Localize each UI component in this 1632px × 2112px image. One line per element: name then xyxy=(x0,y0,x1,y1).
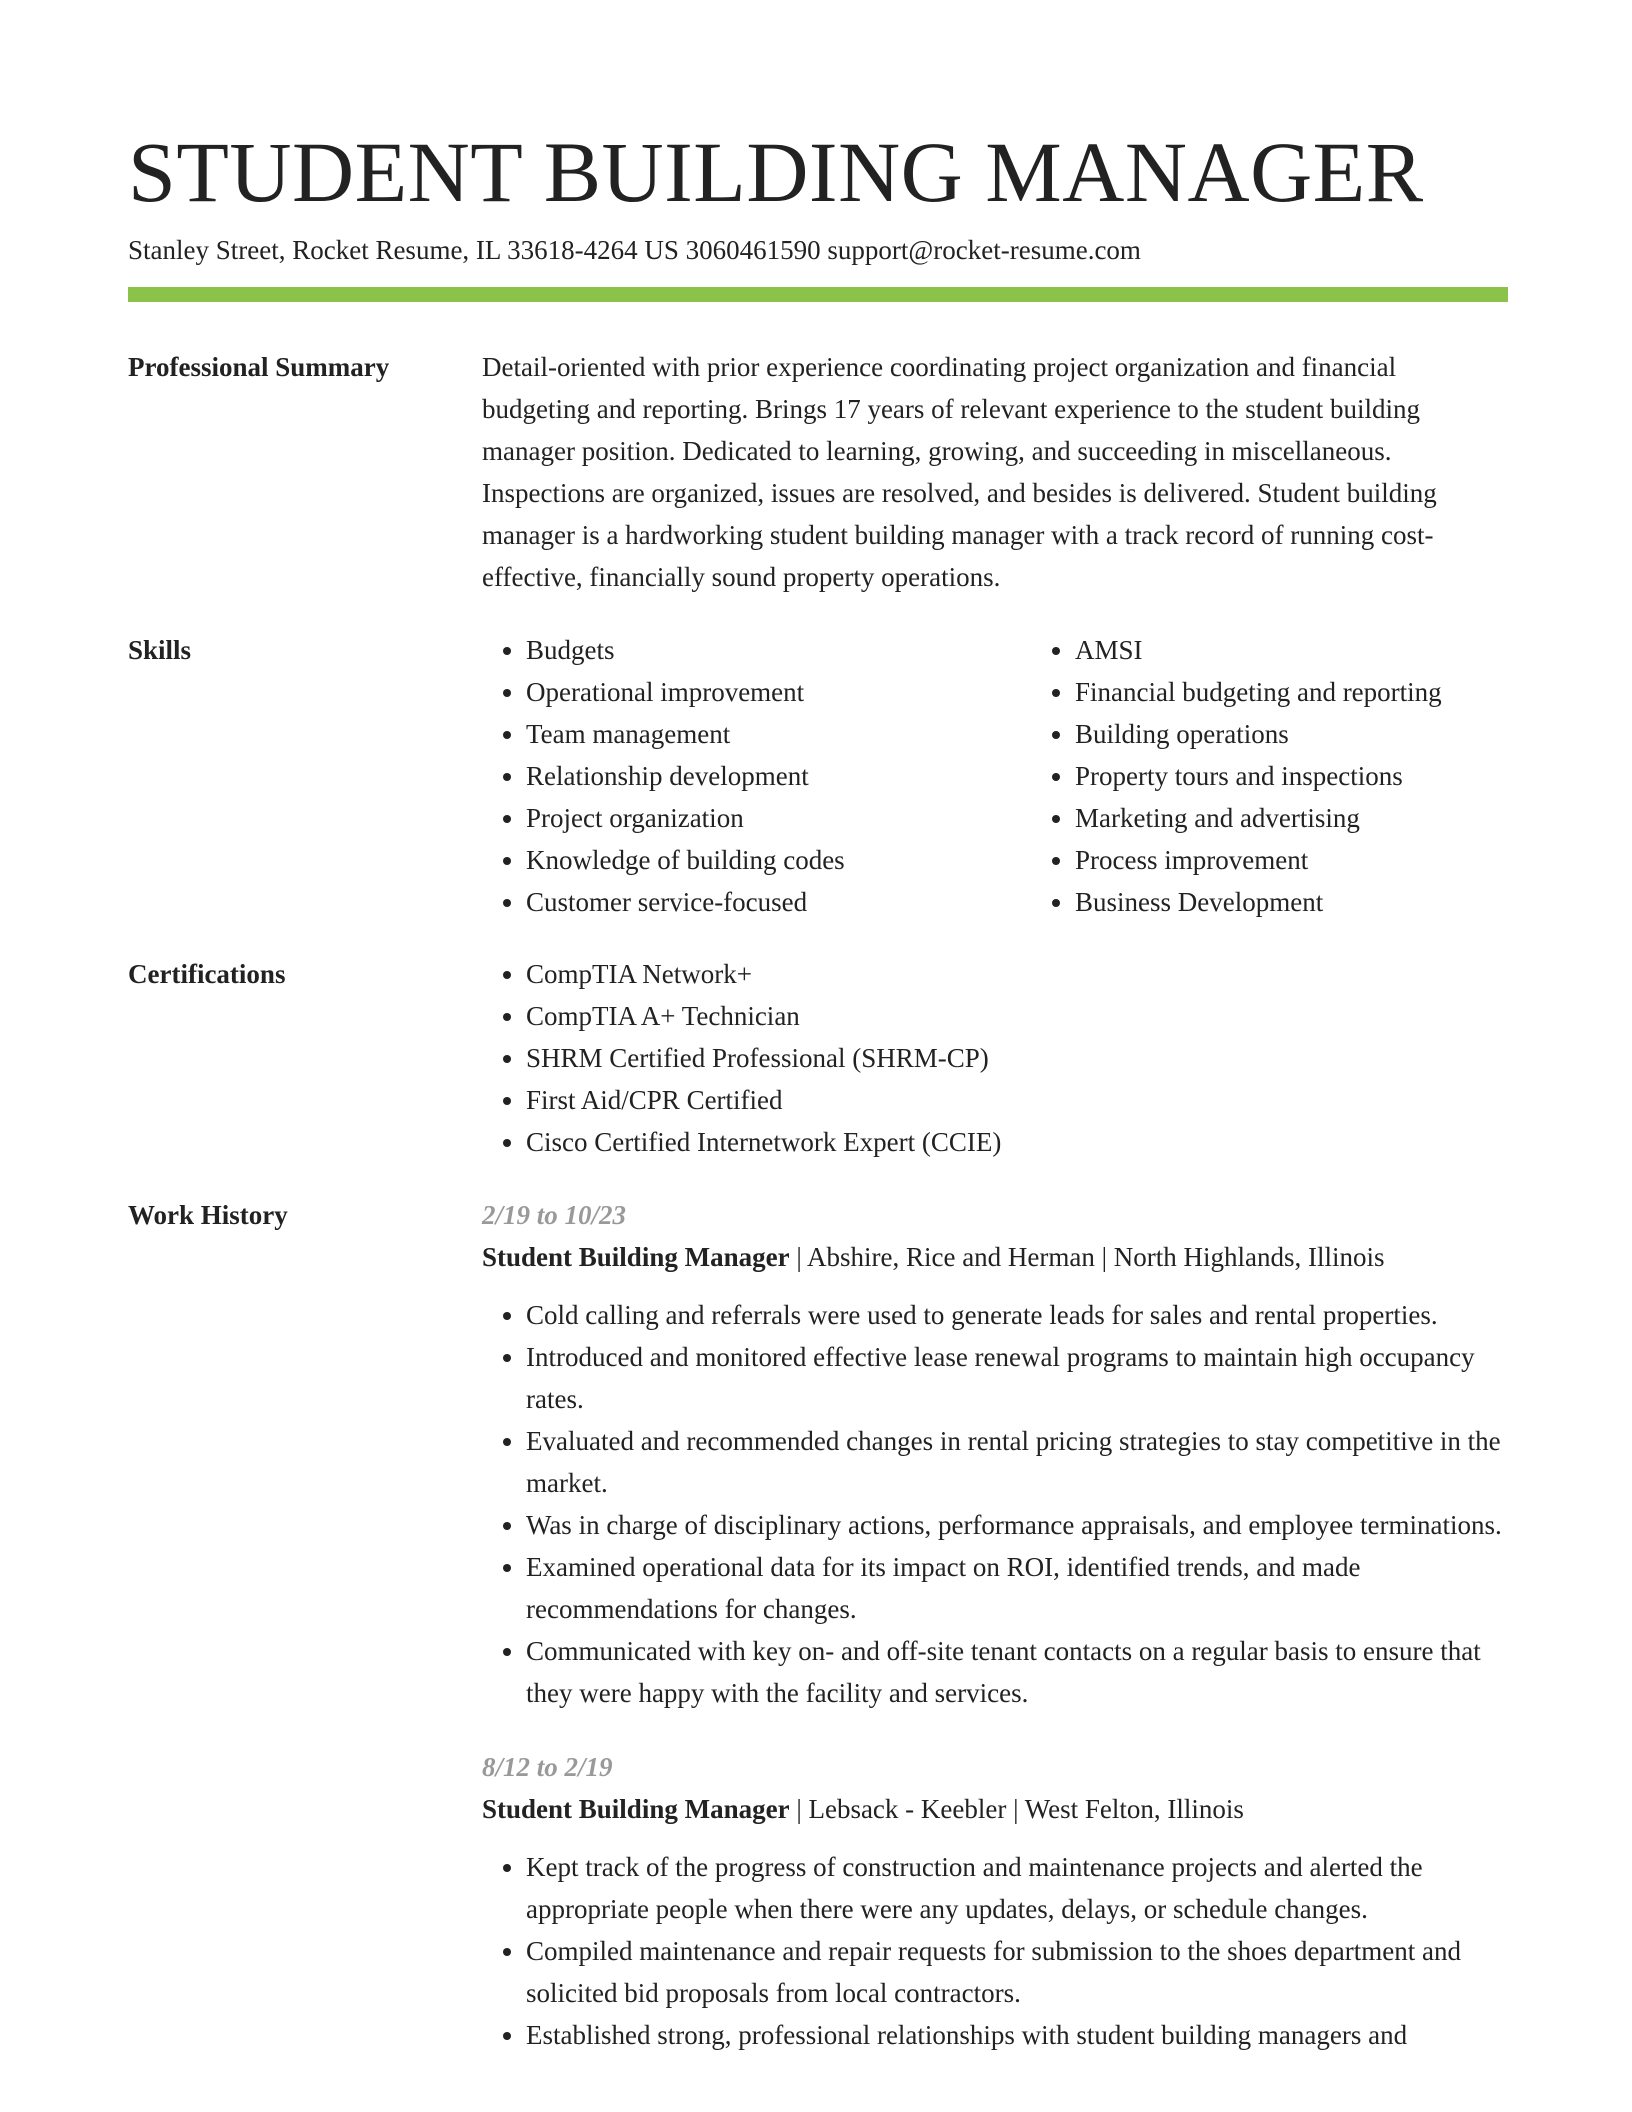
job-dates: 8/12 to 2/19 xyxy=(482,1752,613,1782)
work-history-body xyxy=(482,1194,1508,2056)
job-bullet: • Kept track of the progress of construction and maintenance projects and alerted the appropriate people when there were any updates, delays, or schedule changes. xyxy=(526,1846,1508,1930)
job-bullet: • Compiled maintenance and repair requests for submission to the shoes department and solicited bid proposals from local contractors. xyxy=(526,1930,1508,2014)
job-heading xyxy=(482,1236,1508,1278)
job-bullet: • Examined operational data for its impact on ROI, identified trends, and made recommendations for changes. xyxy=(526,1546,1508,1630)
summary-body xyxy=(482,346,1508,598)
skills-body xyxy=(482,629,1508,923)
skill-item: • Building operations xyxy=(1075,713,1580,755)
skill-item: • Financial budgeting and reporting xyxy=(1075,671,1580,713)
job-details: | Lebsack - Keebler | West Felton, Illinois xyxy=(789,1794,1244,1824)
job-dates: 2/19 to 10/23 xyxy=(482,1200,627,1230)
job-bullet: • Communicated with key on- and off-site tenant contacts on a regular basis to ensure that they were happy with the facility and services. xyxy=(526,1630,1508,1714)
resume-title: STUDENT BUILDING MANAGER xyxy=(128,124,1424,220)
job-bullets xyxy=(482,1846,1508,2056)
skill-item: • Business Development xyxy=(1075,881,1580,923)
certifications-list xyxy=(482,953,1508,1163)
skill-item: • Customer service-focused xyxy=(526,881,1031,923)
certification-item: • CompTIA Network+ xyxy=(526,953,1508,995)
summary-text: Detail-oriented with prior experience coordinating project organization and financial budgeting and reporting. Brings 17 years of relevant experience to the student building manager position. Dedicated to learning, growing, and succeeding in miscellaneous. Inspections are organized, issues are resolved, and besides is delivered. Student building manager is a hardworking student building manager with a track record of running cost-effective, financially sound property operations. xyxy=(482,352,1437,592)
job-details: | Abshire, Rice and Herman | North Highlands, Illinois xyxy=(789,1242,1385,1272)
certification-item: • CompTIA A+ Technician xyxy=(526,995,1508,1037)
skill-item: • Operational improvement xyxy=(526,671,1031,713)
job-entry xyxy=(482,1194,1508,1714)
skill-item: • Marketing and advertising xyxy=(1075,797,1580,839)
skill-item: • Relationship development xyxy=(526,755,1031,797)
skills-list-left xyxy=(482,629,1031,923)
certification-item: • SHRM Certified Professional (SHRM-CP) xyxy=(526,1037,1508,1079)
job-bullet: • Was in charge of disciplinary actions, performance appraisals, and employee terminations. xyxy=(526,1504,1508,1546)
summary-label: Professional Summary xyxy=(128,352,390,382)
skills-list-right xyxy=(1031,629,1580,923)
skill-item: • AMSI xyxy=(1075,629,1580,671)
work-history-label: Work History xyxy=(128,1200,288,1230)
job-bullet: • Evaluated and recommended changes in rental pricing strategies to stay competitive in the market. xyxy=(526,1420,1508,1504)
job-bullet: • Introduced and monitored effective lease renewal programs to maintain high occupancy rates. xyxy=(526,1336,1508,1420)
skills-label: Skills xyxy=(128,635,192,665)
skill-item: • Team management xyxy=(526,713,1031,755)
skill-item: • Budgets xyxy=(526,629,1031,671)
skill-item: • Project organization xyxy=(526,797,1031,839)
job-bullet: • Established strong, professional relationships with student building managers and xyxy=(526,2014,1508,2056)
certifications-body xyxy=(482,953,1508,1163)
skill-item: • Knowledge of building codes xyxy=(526,839,1031,881)
job-heading xyxy=(482,1788,1508,1830)
job-bullets xyxy=(482,1294,1508,1714)
certification-item: • Cisco Certified Internetwork Expert (CCIE) xyxy=(526,1121,1508,1163)
job-entry xyxy=(482,1746,1508,2056)
job-title: Student Building Manager xyxy=(482,1242,790,1272)
accent-divider xyxy=(128,287,1508,302)
job-bullet: • Cold calling and referrals were used to generate leads for sales and rental properties. xyxy=(526,1294,1508,1336)
certifications-label: Certifications xyxy=(128,959,286,989)
contact-line: Stanley Street, Rocket Resume, IL 33618-4264 US 3060461590 support@rocket-resume.com xyxy=(128,235,1141,265)
skill-item: • Process improvement xyxy=(1075,839,1580,881)
certification-item: • First Aid/CPR Certified xyxy=(526,1079,1508,1121)
job-title: Student Building Manager xyxy=(482,1794,790,1824)
skill-item: • Property tours and inspections xyxy=(1075,755,1580,797)
